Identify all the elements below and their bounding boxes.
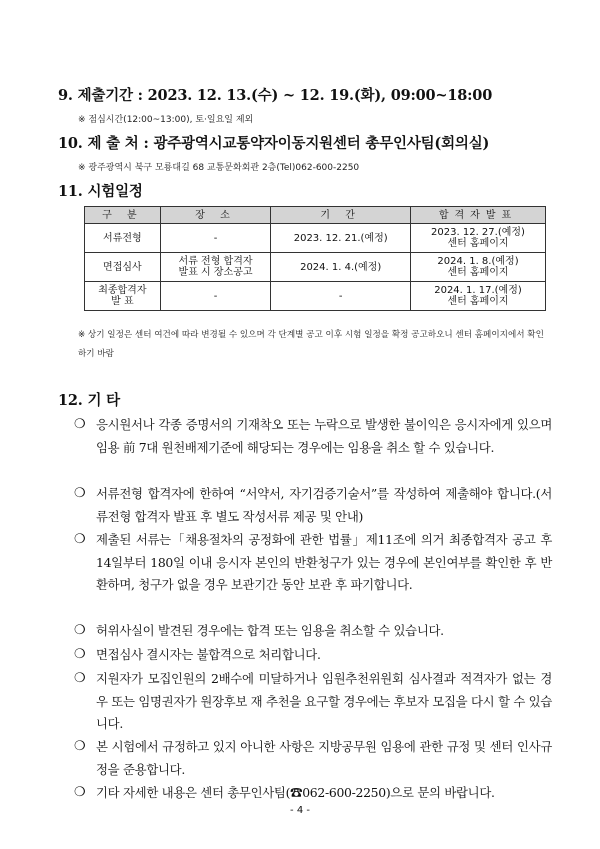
list-item-text: 응시원서나 각종 증명서의 기재착오 또는 누락으로 발생한 불이익은 응시자에게 있으며 임용 前 7대 원천배제기준에 해당되는 경우에는 임용을 취소 할 수 있습니다.	[96, 417, 552, 455]
section-10-heading: 10. 제 출 처 : 광주광역시교통약자이동지원센터 총무인사팀(회의실)	[58, 135, 490, 152]
cell-stage: 서류전형	[85, 224, 161, 253]
list-item	[74, 736, 552, 781]
section-11-heading: 11. 시험일정	[58, 183, 143, 200]
list-item-text: 면접심사 결시자는 불합격으로 처리합니다.	[96, 647, 321, 662]
bullet-icon: ❍	[74, 647, 86, 662]
list-item	[74, 483, 552, 528]
list-item-text: 본 시험에서 규정하고 있지 아니한 사항은 지방공무원 임용에 관한 규정 및 센터 인사규정을 준용합니다.	[96, 739, 552, 777]
list-item	[74, 782, 552, 805]
cell-announce: 2023. 12. 27.(예정) 센터 홈페이지	[411, 224, 546, 253]
page-number: - 4 -	[290, 805, 310, 816]
cell-place: 서류 전형 합격자 발표 시 장소공고	[160, 253, 271, 282]
exam-schedule-table	[84, 206, 546, 311]
header-place: 장 소	[160, 207, 271, 224]
cell-announce: 2024. 1. 17.(예정) 센터 홈페이지	[411, 282, 546, 311]
list-item-text: 기타 자세한 내용은 센터 총무인사팀(☎062-600-2250)으로 문의 바랍니다.	[96, 785, 495, 800]
list-item-text: 허위사실이 발견된 경우에는 합격 또는 임용을 취소할 수 있습니다.	[96, 623, 444, 638]
header-period: 기 간	[271, 207, 411, 224]
table-row	[85, 253, 546, 282]
list-item-text: 지원자가 모집인원의 2배수에 미달하거나 임원추천위원회 심사결과 적격자가 없는 경우 또는 임명권자가 원장후보 재 추천을 요구할 경우에는 후보자 모집을 다시 할 수 있습니다.	[96, 671, 552, 731]
list-item-text: 제출된 서류는「채용절차의 공정화에 관한 법률」제11조에 의거 최종합격자 공고 후 14일부터 180일 이내 응시자 본인의 반환청구가 있는 경우에 본인여부를 확인한 후 반환하며, 청구가 없을 경우 보관기간 동안 보관 후 파기합니다.	[96, 532, 552, 592]
bullet-icon: ❍	[74, 671, 86, 686]
bullet-icon: ❍	[74, 417, 86, 432]
header-stage: 구 분	[85, 207, 161, 224]
cell-place: -	[160, 224, 271, 253]
cell-period: -	[271, 282, 411, 311]
cell-announce: 2024. 1. 8.(예정) 센터 홈페이지	[411, 253, 546, 282]
section-12-heading: 12. 기 타	[58, 392, 120, 409]
section-9-heading: 9. 제출기간 : 2023. 12. 13.(수) ~ 12. 19.(화), 09:00~18:00	[58, 87, 493, 104]
list-item-text: 서류전형 합격자에 한하여 “서약서, 자기검증기술서”를 작성하여 제출해야 합니다.(서류전형 합격자 발표 후 별도 작성서류 제공 및 안내)	[96, 486, 552, 524]
cell-stage: 최종합격자 발 표	[85, 282, 161, 311]
section-10-note: ※ 광주광역시 북구 모룡대길 68 교통문화회관 2층(Tel)062-600-2250	[78, 163, 360, 173]
cell-period: 2023. 12. 21.(예정)	[271, 224, 411, 253]
bullet-icon: ❍	[74, 486, 86, 501]
bullet-icon: ❍	[74, 739, 86, 754]
bullet-icon: ❍	[74, 623, 86, 638]
table-row	[85, 224, 546, 253]
list-item	[74, 620, 552, 643]
bullet-icon: ❍	[74, 532, 86, 547]
list-item	[74, 529, 552, 597]
list-item	[74, 414, 552, 459]
header-announcement: 합격자발표	[411, 207, 546, 224]
table-row	[85, 282, 546, 311]
cell-stage: 면접심사	[85, 253, 161, 282]
section-11-note: ※ 상기 일정은 센터 여건에 따라 변경될 수 있으며 각 단계별 공고 이후 시험 일정을 확정 공고하오니 센터 홈페이지에서 확인하기 바람	[78, 330, 544, 359]
list-item	[74, 644, 552, 667]
cell-place: -	[160, 282, 271, 311]
list-item	[74, 668, 552, 736]
section-9-note: ※ 점심시간(12:00~13:00), 토·일요일 제외	[78, 115, 254, 125]
bullet-icon: ❍	[74, 785, 86, 800]
table-header-row	[85, 207, 546, 224]
cell-period: 2024. 1. 4.(예정)	[271, 253, 411, 282]
